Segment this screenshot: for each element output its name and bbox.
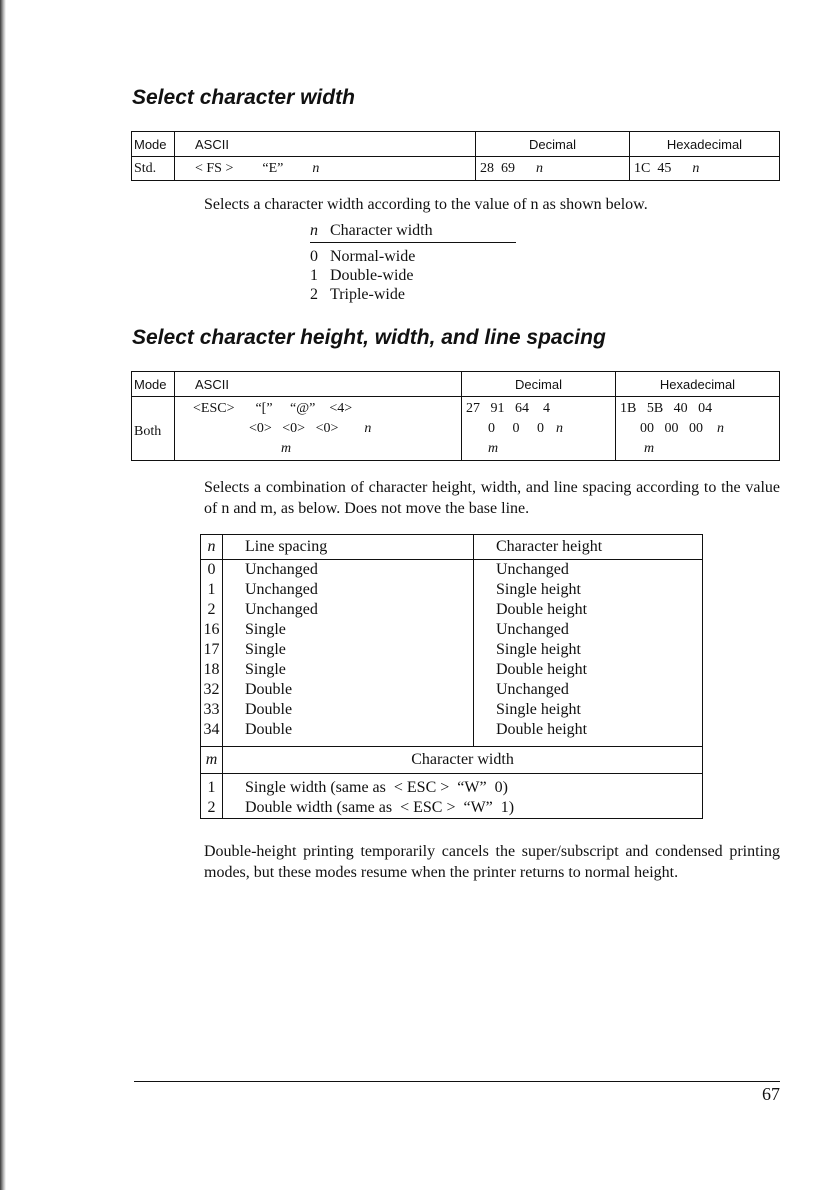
hex-code: 1C 45 [634, 160, 672, 176]
page-number: 67 [762, 1084, 780, 1104]
ascii-char: “E” [262, 160, 284, 176]
n-header: n [201, 535, 223, 560]
m-value: 1 [201, 774, 223, 799]
decimal-line-2: 0 0 0 [488, 420, 544, 436]
hex-cell [616, 397, 780, 461]
table-row [201, 700, 703, 720]
ascii-n: n [312, 160, 320, 176]
decimal-line-1: 27 91 64 4 [466, 400, 550, 416]
m-value: 2 [201, 798, 223, 819]
footer-rule [134, 1081, 780, 1082]
table-row [201, 660, 703, 680]
spacing-value: Double [223, 720, 474, 747]
character-width-header: Character width [330, 222, 433, 239]
mode-header: Mode [132, 132, 175, 157]
ascii-line-2: <0> <0> <0> [249, 420, 339, 436]
scan-edge [0, 0, 6, 1190]
table-row [201, 640, 703, 660]
spacing-value: Single [223, 620, 474, 640]
decimal-cell [462, 397, 616, 461]
mode-header: Mode [132, 372, 175, 397]
combination-description: Selects a combination of character height, width, and line spacing according to the value of n and m, as below. Does not move the base line. [204, 479, 780, 517]
decimal-n: n [556, 420, 563, 436]
n-value: 32 [201, 680, 223, 700]
table-row [201, 600, 703, 620]
spacing-value: Single [223, 640, 474, 660]
n-value: 0 [201, 560, 223, 581]
m-header: m [201, 747, 223, 774]
height-value: Unchanged [474, 560, 703, 581]
spacing-value: Double [223, 680, 474, 700]
height-value: Single height [474, 640, 703, 660]
spacing-value: Unchanged [223, 560, 474, 581]
ascii-cell [175, 397, 462, 461]
table-row [201, 720, 703, 747]
n-value: 2 [201, 600, 223, 620]
ascii-code: < FS > [195, 160, 234, 176]
height-value: Double height [474, 720, 703, 747]
height-value: Single height [474, 700, 703, 720]
spacing-value: Double [223, 700, 474, 720]
hex-n: n [717, 420, 724, 436]
section-title-height-width-spacing: Select character height, width, and line spacing [132, 326, 606, 349]
double-height-note: Double-height printing temporarily cancels the super/subscript and condensed printing modes, but these modes resume when the printer returns to normal height. [204, 843, 780, 881]
table-row [201, 560, 703, 581]
n-value: 18 [201, 660, 223, 680]
ascii-cell [175, 157, 476, 181]
decimal-m: m [488, 440, 499, 456]
hex-n: n [692, 160, 700, 176]
height-value: Unchanged [474, 620, 703, 640]
character-height-header: Character height [474, 535, 703, 560]
n-header: n [310, 222, 318, 239]
table-row [201, 580, 703, 600]
width-label: Double-wide [330, 267, 414, 284]
width-label: Normal-wide [330, 248, 416, 265]
width-label: Triple-wide [330, 286, 405, 303]
mode-cell: Both [132, 397, 175, 461]
n-value: 34 [201, 720, 223, 747]
ascii-header: ASCII [175, 372, 462, 397]
list-item [310, 266, 516, 285]
ascii-line-1: <ESC> “[” “@” <4> [193, 400, 353, 416]
ascii-n: n [364, 420, 372, 436]
height-value: Double height [474, 600, 703, 620]
character-width-header: Character width [223, 747, 703, 774]
n-value: 1 [310, 267, 318, 284]
width-label: Single width (same as < ESC > “W” 0) [223, 774, 703, 799]
spacing-value: Unchanged [223, 600, 474, 620]
table-row [201, 680, 703, 700]
width-description: Selects a character width according to the value of n as shown below. [204, 196, 648, 213]
height-value: Unchanged [474, 680, 703, 700]
hex-line-1: 1B 5B 40 04 [620, 400, 713, 416]
list-item [310, 247, 516, 266]
height-value: Double height [474, 660, 703, 680]
ascii-m: m [281, 440, 292, 456]
n-value: 16 [201, 620, 223, 640]
table-row [201, 620, 703, 640]
decimal-code: 28 69 [480, 160, 515, 176]
section-title-width: Select character width [132, 86, 355, 109]
decimal-header: Decimal [462, 372, 616, 397]
decimal-cell [476, 157, 630, 181]
hex-cell [630, 157, 780, 181]
mode-cell: Std. [132, 157, 175, 181]
hex-header: Hexadecimal [630, 132, 780, 157]
hex-header: Hexadecimal [616, 372, 780, 397]
n-value: 0 [310, 248, 318, 265]
spacing-value: Single [223, 660, 474, 680]
command-table-width [131, 131, 780, 181]
n-value: 33 [201, 700, 223, 720]
width-label: Double width (same as < ESC > “W” 1) [223, 798, 703, 819]
hex-line-2: 00 00 00 [640, 420, 703, 436]
table-row [201, 798, 703, 819]
height-value: Single height [474, 580, 703, 600]
character-width-table [310, 222, 516, 304]
command-table-height [131, 371, 780, 461]
height-spacing-grid [200, 534, 703, 819]
ascii-header: ASCII [175, 132, 476, 157]
n-value: 2 [310, 286, 318, 303]
hex-m: m [644, 440, 655, 456]
line-spacing-header: Line spacing [223, 535, 474, 560]
n-value: 17 [201, 640, 223, 660]
n-value: 1 [201, 580, 223, 600]
character-width-table-header [310, 222, 516, 243]
decimal-header: Decimal [476, 132, 630, 157]
decimal-n: n [536, 160, 543, 176]
table-row [201, 774, 703, 799]
spacing-value: Unchanged [223, 580, 474, 600]
list-item [310, 285, 516, 304]
